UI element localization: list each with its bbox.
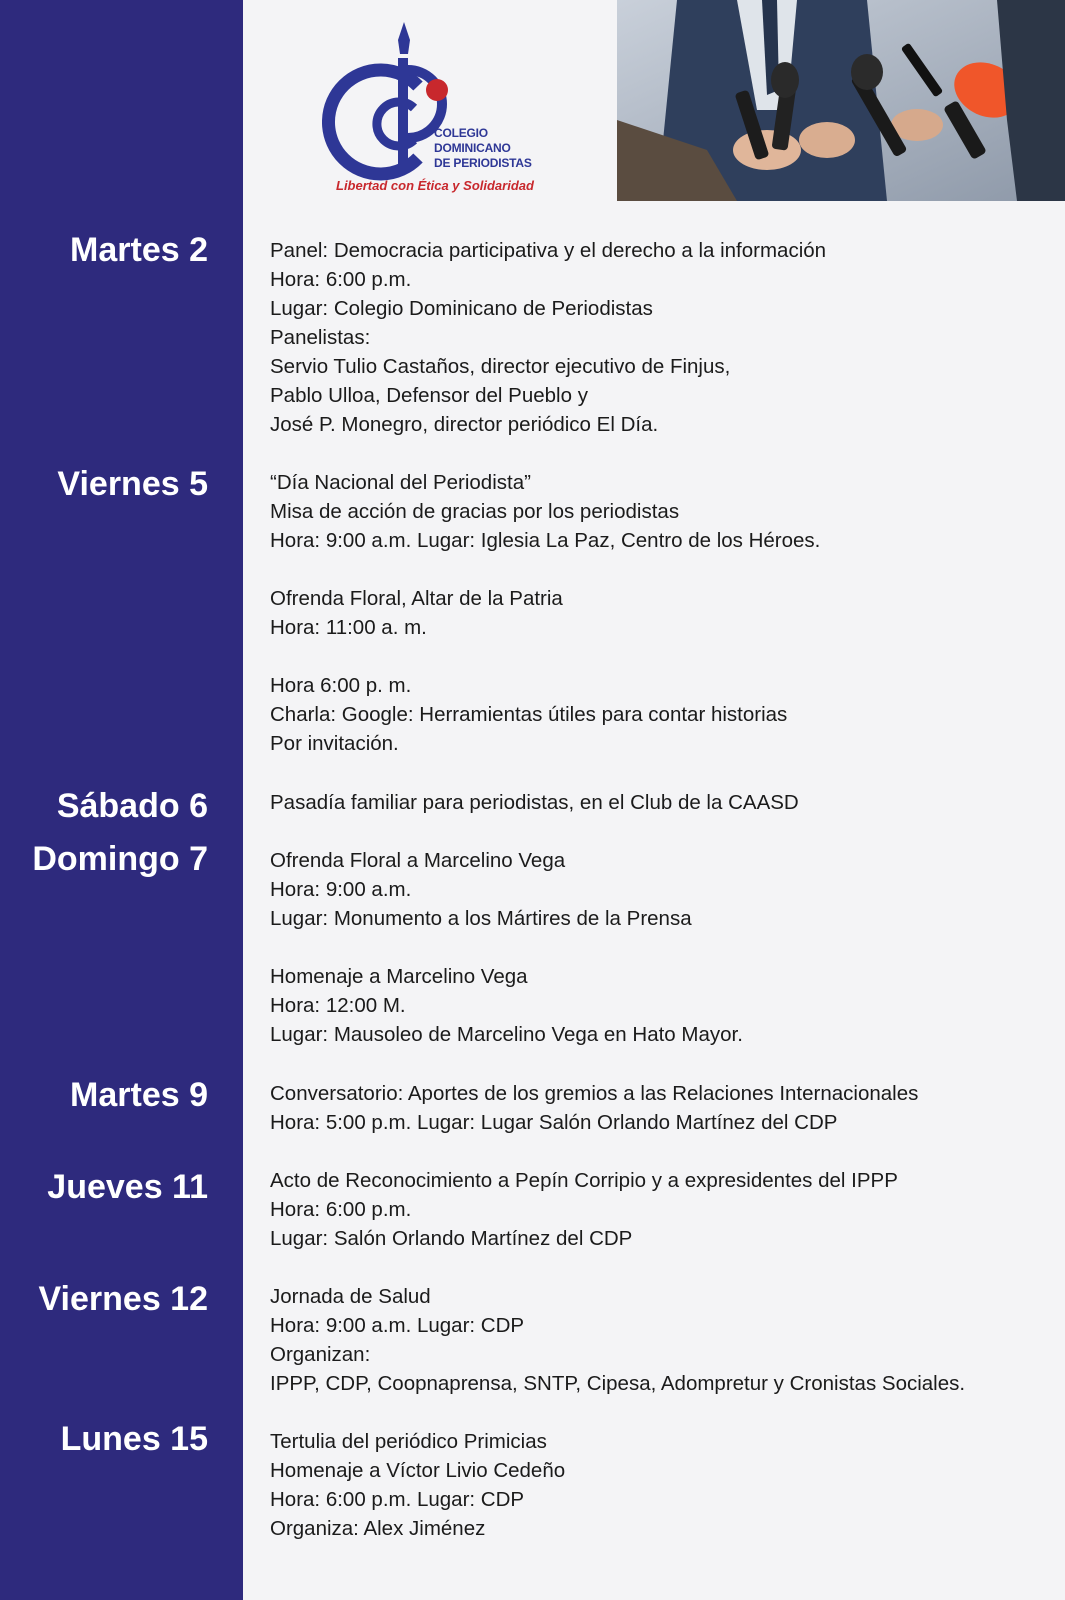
event-line: Hora: 6:00 p.m. (270, 1198, 412, 1221)
press-microphones-photo (617, 0, 1065, 201)
event-line (270, 933, 1050, 962)
day-martes-2: Martes 2 (70, 231, 208, 269)
day-domingo-7: Domingo 7 (32, 840, 208, 878)
event-line: Jornada de Salud (270, 1285, 431, 1308)
logo-org-line-2: DOMINICANO (434, 141, 511, 155)
event-line: Servio Tulio Castaños, director ejecutivo de Finjus, (270, 355, 731, 378)
event-line: Hora: 9:00 a.m. (270, 878, 412, 901)
event-line: Hora: 11:00 a. m. (270, 616, 427, 639)
event-line: Acto de Reconocimiento a Pepín Corripio y a expresidentes del IPPP (270, 1169, 898, 1192)
logo-org-line-1: COLEGIO (434, 126, 488, 140)
event-line: Misa de acción de gracias por los periodistas (270, 500, 680, 523)
event-block-viernes-5 (270, 468, 1050, 758)
event-line: Panelistas: (270, 326, 371, 349)
event-line: IPPP, CDP, Coopnaprensa, SNTP, Cipesa, Adompretur y Cronistas Sociales. (270, 1372, 966, 1395)
day-sabado-6: Sábado 6 (56, 787, 208, 825)
event-line: Lugar: Salón Orlando Martínez del CDP (270, 1227, 633, 1250)
event-line: Hora: 9:00 a.m. Lugar: CDP (270, 1314, 525, 1337)
event-line (270, 642, 1050, 671)
event-line: Lugar: Mausoleo de Marcelino Vega en Hato Mayor. (270, 1023, 743, 1046)
day-jueves-11: Jueves 11 (47, 1168, 208, 1206)
event-line: Hora: 9:00 a.m. Lugar: Iglesia La Paz, Centro de los Héroes. (270, 529, 821, 552)
event-block-martes-2 (270, 236, 1050, 439)
event-block-domingo-7 (270, 846, 1050, 1049)
cdp-logo (322, 18, 562, 198)
event-line: Panel: Democracia participativa y el derecho a la información (270, 239, 827, 262)
event-block-jueves-11 (270, 1166, 1050, 1253)
event-block-viernes-12 (270, 1282, 1050, 1398)
event-line: Hora: 6:00 p.m. (270, 268, 412, 291)
logo-slogan: Libertad con Ética y Solidaridad (336, 178, 534, 193)
event-line: Homenaje a Víctor Livio Cedeño (270, 1459, 566, 1482)
event-line: Hora 6:00 p. m. (270, 674, 412, 697)
event-line: Por invitación. (270, 732, 399, 755)
day-viernes-5: Viernes 5 (57, 465, 208, 503)
event-line: Lugar: Monumento a los Mártires de la Prensa (270, 907, 692, 930)
day-lunes-15: Lunes 15 (60, 1420, 208, 1458)
event-line: Organiza: Alex Jiménez (270, 1517, 486, 1540)
event-line: Hora: 6:00 p.m. Lugar: CDP (270, 1488, 525, 1511)
event-line: Organizan: (270, 1343, 371, 1366)
event-line: Homenaje a Marcelino Vega (270, 965, 528, 988)
event-block-lunes-15 (270, 1427, 1050, 1543)
event-line: José P. Monegro, director periódico El Día. (270, 413, 659, 436)
day-martes-9: Martes 9 (70, 1076, 208, 1114)
event-line: Hora: 12:00 M. (270, 994, 406, 1017)
event-line (270, 555, 1050, 584)
event-line: Pablo Ulloa, Defensor del Pueblo y (270, 384, 588, 407)
event-line: Lugar: Colegio Dominicano de Periodistas (270, 297, 653, 320)
event-line: Ofrenda Floral, Altar de la Patria (270, 587, 563, 610)
event-line: Hora: 5:00 p.m. Lugar: Lugar Salón Orlando Martínez del CDP (270, 1111, 838, 1134)
logo-org-line-3: DE PERIODISTAS (434, 156, 532, 170)
event-block-sabado-6 (270, 788, 1050, 817)
event-line: Ofrenda Floral a Marcelino Vega (270, 849, 566, 872)
day-viernes-12: Viernes 12 (38, 1280, 208, 1318)
event-line: Conversatorio: Aportes de los gremios a las Relaciones Internacionales (270, 1082, 919, 1105)
event-line: “Día Nacional del Periodista” (270, 471, 531, 494)
event-block-martes-9 (270, 1079, 1050, 1137)
event-line: Pasadía familiar para periodistas, en el Club de la CAASD (270, 791, 799, 814)
event-line: Charla: Google: Herramientas útiles para contar historias (270, 703, 788, 726)
event-line: Tertulia del periódico Primicias (270, 1430, 547, 1453)
press-microphones-icon (617, 0, 1065, 201)
